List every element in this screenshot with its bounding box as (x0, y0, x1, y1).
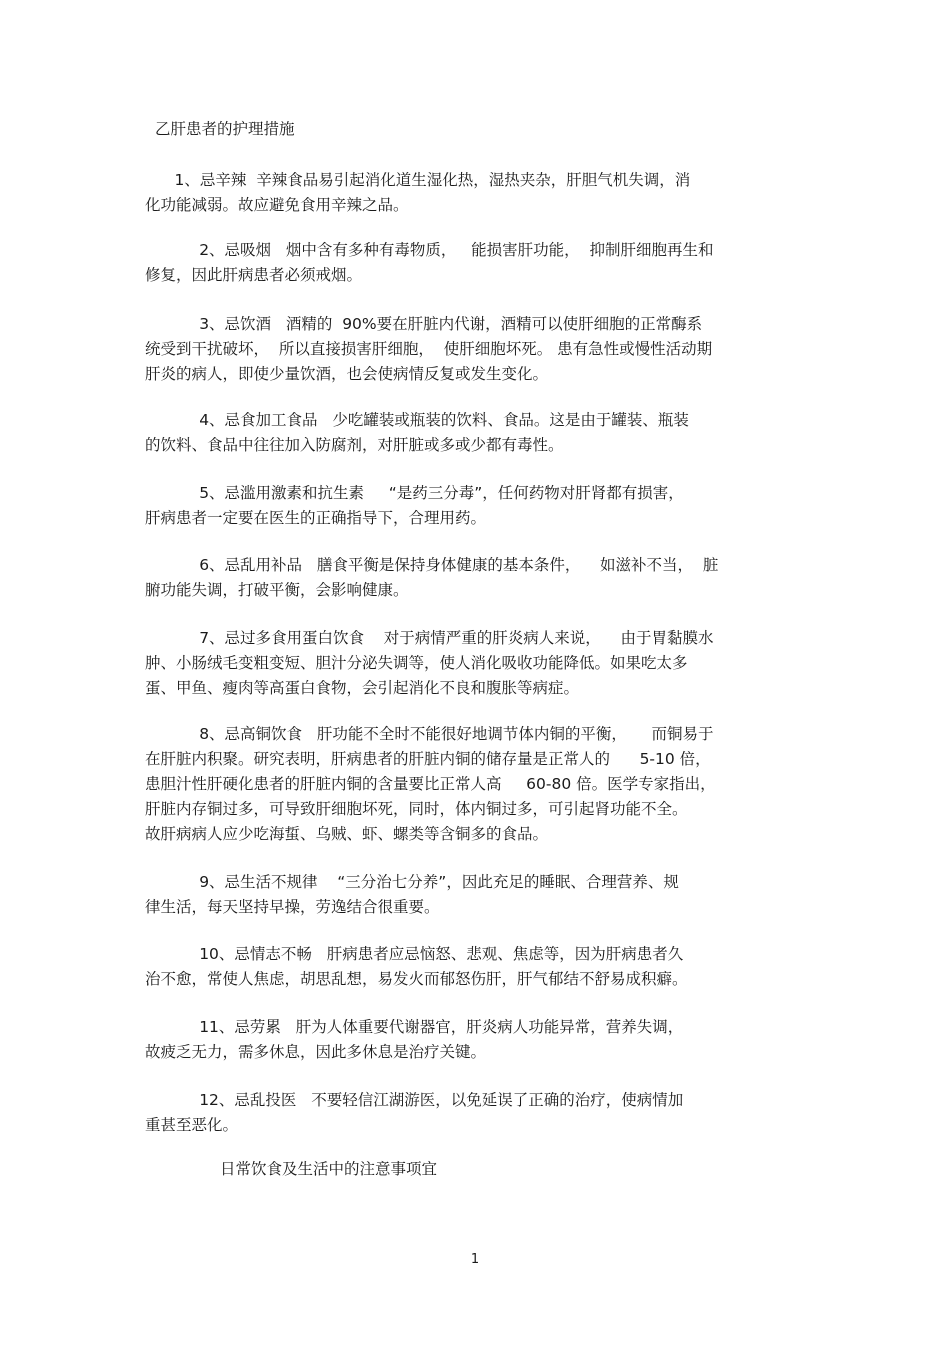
list-item-line: 肝病患者一定要在医生的正确指导下，合理用药。 (145, 509, 487, 527)
list-item-line: 统受到干扰破坏， 所以直接损害肝细胞， 使肝细胞坏死。 患有急性或慢性活动期 (145, 340, 713, 358)
list-item (145, 1015, 810, 1065)
list-item-line: 的饮料、食品中往往加入防腐剂，对肝脏或多或少都有毒性。 (145, 436, 564, 454)
list-item (145, 942, 810, 992)
list-item-line: 肿、小肠绒毛变粗变短、胆汁分泌失调等，使人消化吸收功能降低。如果吃太多 (145, 654, 688, 672)
list-item (145, 722, 810, 847)
list-item (145, 168, 810, 218)
list-item-line: 故疲乏无力，需多休息，因此多休息是治疗关键。 (145, 1043, 487, 1061)
list-item-line: 化功能减弱。故应避免食用辛辣之品。 (145, 196, 409, 214)
list-item-line: 5、忌滥用激素和抗生素 “是药三分毒”，任何药物对肝肾都有损害， (145, 484, 684, 502)
list-item-line: 12、忌乱投医 不要轻信江湖游医，以免延误了正确的治疗，使病情加 (145, 1091, 684, 1109)
section-heading: 日常饮食及生活中的注意事项宜 (220, 1160, 438, 1178)
list-item-line: 在肝脏内积聚。研究表明，肝病患者的肝脏内铜的储存量是正常人的 5-10 倍， (145, 750, 711, 768)
list-item-line: 7、忌过多食用蛋白饮食 对于病情严重的肝炎病人来说， 由于胃黏膜水 (145, 629, 714, 647)
list-item-line: 重甚至恶化。 (145, 1116, 239, 1134)
list-item-line: 10、忌情志不畅 肝病患者应忌恼怒、悲观、焦虑等，因为肝病患者久 (145, 945, 684, 963)
list-item-line: 腑功能失调，打破平衡，会影响健康。 (145, 581, 409, 599)
list-item-line: 蛋、甲鱼、瘦肉等高蛋白食物，会引起消化不良和腹胀等病症。 (145, 679, 580, 697)
list-item (145, 1088, 810, 1138)
list-item-line: 律生活，每天坚持早操，劳逸结合很重要。 (145, 898, 440, 916)
list-item (145, 312, 810, 387)
list-item (145, 408, 810, 458)
list-item (145, 870, 810, 920)
list-item-line: 8、忌高铜饮食 肝功能不全时不能很好地调节体内铜的平衡， 而铜易于 (145, 725, 714, 743)
list-item (145, 553, 810, 603)
list-item-line: 9、忌生活不规律 “三分治七分养”，因此充足的睡眠、合理营养、规 (145, 873, 679, 891)
list-item-line: 2、忌吸烟 烟中含有多种有毒物质， 能损害肝功能， 抑制肝细胞再生和 (145, 241, 714, 259)
list-item-line: 1、忌辛辣 辛辣食品易引起消化道生湿化热，湿热夹杂，肝胆气机失调，消 (145, 171, 691, 189)
list-item-line: 患胆汁性肝硬化患者的肝脏内铜的含量要比正常人高 60-80 倍。医学专家指出， (145, 775, 716, 793)
list-item-line: 肝炎的病人，即使少量饮酒，也会使病情反复或发生变化。 (145, 365, 549, 383)
list-item (145, 481, 810, 531)
document-title: 乙肝患者的护理措施 (155, 120, 295, 138)
list-item (145, 238, 810, 288)
list-item-line: 修复，因此肝病患者必须戒烟。 (145, 266, 363, 284)
list-item-line: 3、忌饮酒 酒精的 90%要在肝脏内代谢，酒精可以使肝细胞的正常酶系 (145, 315, 703, 333)
list-item (145, 626, 810, 701)
list-item-line: 11、忌劳累 肝为人体重要代谢器官，肝炎病人功能异常，营养失调， (145, 1018, 684, 1036)
list-item-line: 故肝病病人应少吃海蜇、乌贼、虾、螺类等含铜多的食品。 (145, 825, 549, 843)
list-item-line: 6、忌乱用补品 膳食平衡是保持身体健康的基本条件， 如滋补不当， 脏 (145, 556, 719, 574)
list-item-line: 治不愈，常使人焦虑，胡思乱想，易发火而郁怒伤肝，肝气郁结不舒易成积癖。 (145, 970, 688, 988)
list-item-line: 4、忌食加工食品 少吃罐装或瓶装的饮料、食品。这是由于罐装、瓶装 (145, 411, 689, 429)
page-number: 1 (470, 1252, 480, 1267)
list-item-line: 肝脏内存铜过多，可导致肝细胞坏死，同时，体内铜过多，可引起肾功能不全。 (145, 800, 688, 818)
